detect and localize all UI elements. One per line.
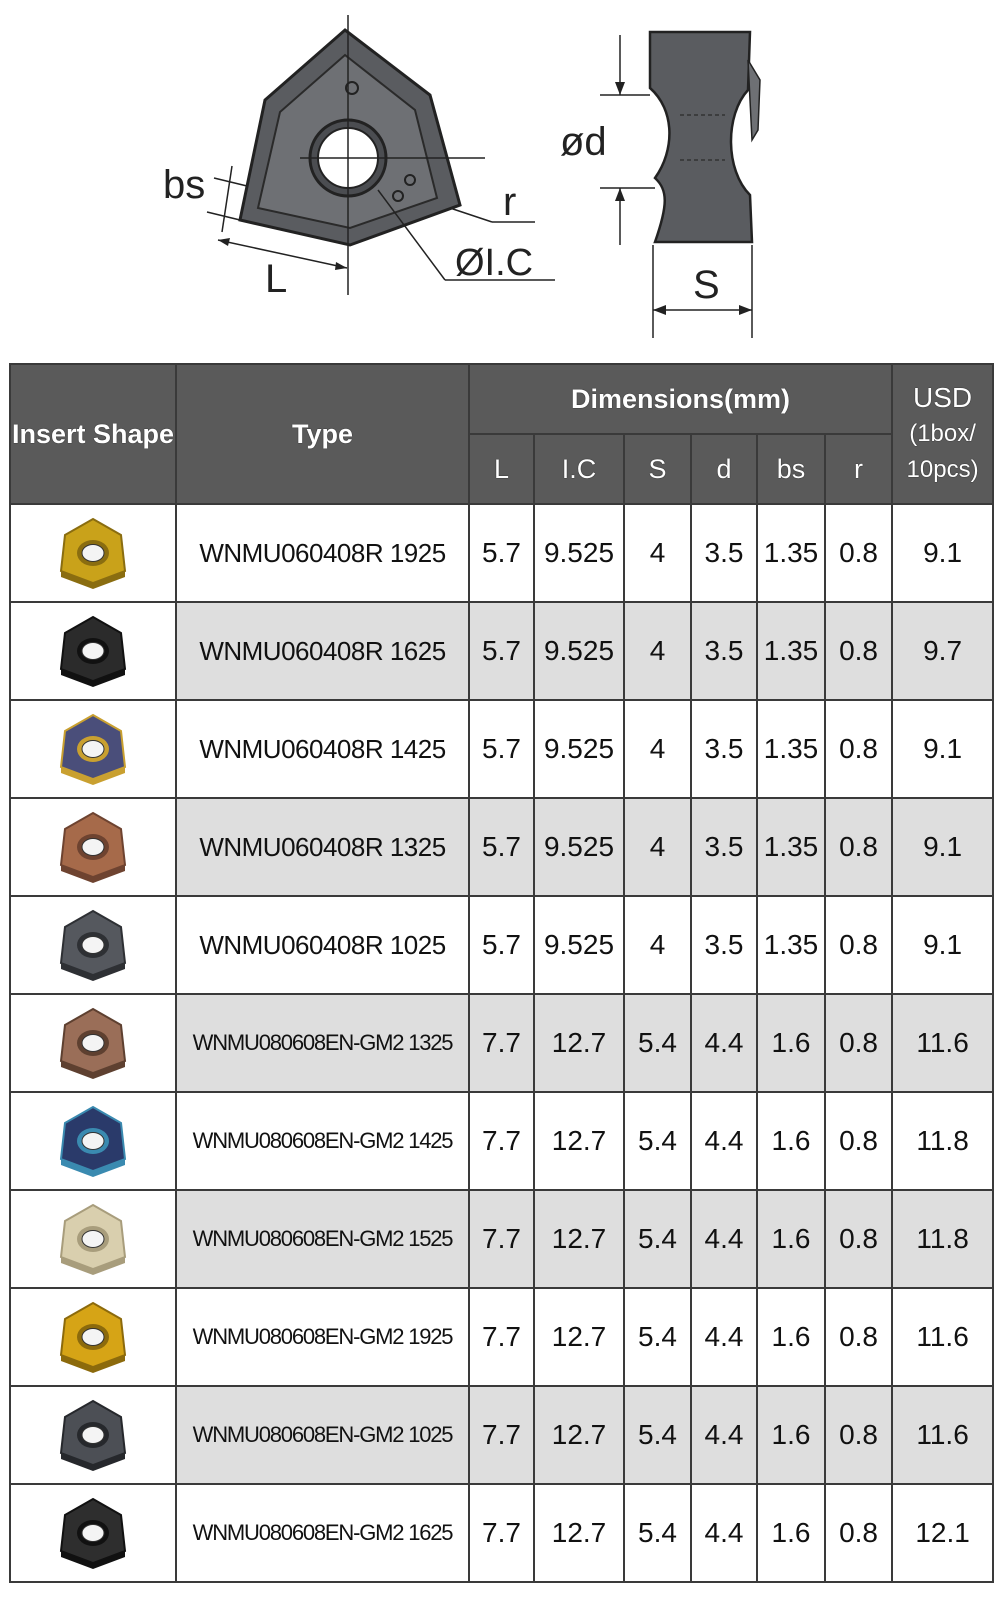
insert-shape-cell [10,994,176,1092]
header-col-r: r [825,434,892,504]
dim-d-cell: 3.5 [691,504,757,602]
dim-r-cell: 0.8 [825,1484,892,1582]
header-usd [892,364,993,504]
dim-L-cell: 7.7 [469,994,534,1092]
dim-d-cell: 4.4 [691,1190,757,1288]
dim-d-cell: 3.5 [691,798,757,896]
header-usd-line3: 10pcs) [906,456,979,483]
dim-S-cell: 5.4 [624,994,691,1092]
dim-L-cell: 5.7 [469,602,534,700]
insert-icon [53,1395,133,1475]
dim-IC-cell: 12.7 [534,1190,624,1288]
dim-r-cell: 0.8 [825,994,892,1092]
header-col-d: d [691,434,757,504]
insert-shape-cell [10,1386,176,1484]
dim-IC-cell: 12.7 [534,994,624,1092]
usd-price-cell: 11.8 [892,1092,993,1190]
table-row [10,1092,993,1190]
dim-d-cell: 3.5 [691,700,757,798]
table-row [10,994,993,1092]
dim-S-cell: 4 [624,504,691,602]
insert-icon [53,1199,133,1279]
insert-icon [53,1297,133,1377]
table-row [10,700,993,798]
table-row [10,1484,993,1582]
dim-bs-cell: 1.6 [757,1092,825,1190]
dim-d-cell: 4.4 [691,1288,757,1386]
dim-L-cell: 7.7 [469,1386,534,1484]
usd-price-cell: 9.1 [892,700,993,798]
spec-table [9,363,994,1583]
dim-d-cell: 3.5 [691,896,757,994]
insert-shape-cell [10,1484,176,1582]
dim-S-cell: 5.4 [624,1386,691,1484]
insert-shape-cell [10,798,176,896]
label-L: L [265,257,288,301]
usd-price-cell: 9.7 [892,602,993,700]
type-cell: WNMU060408R 1425 [176,700,469,798]
table-row [10,896,993,994]
dim-S-cell: 4 [624,896,691,994]
insert-shape-cell [10,602,176,700]
header-insert-shape: Insert Shape [10,364,176,504]
dim-bs-cell: 1.35 [757,504,825,602]
insert-icon [53,513,133,593]
usd-price-cell: 11.6 [892,994,993,1092]
insert-icon [53,1003,133,1083]
type-cell: WNMU060408R 1625 [176,602,469,700]
dim-d-cell: 4.4 [691,1484,757,1582]
dim-bs-cell: 1.35 [757,602,825,700]
insert-side-view [600,32,760,338]
label-ic: ØI.C [455,242,534,284]
usd-price-cell: 12.1 [892,1484,993,1582]
usd-price-cell: 11.6 [892,1288,993,1386]
header-col-IC: I.C [534,434,624,504]
header-usd-line1: USD [913,382,973,413]
insert-shape-cell [10,1190,176,1288]
dim-bs-cell: 1.35 [757,798,825,896]
dim-bs-cell: 1.35 [757,700,825,798]
type-cell: WNMU060408R 1925 [176,504,469,602]
dim-bs-cell: 1.6 [757,994,825,1092]
type-cell: WNMU080608EN-GM2 1025 [176,1386,469,1484]
dim-r-cell: 0.8 [825,1386,892,1484]
dim-bs-cell: 1.6 [757,1386,825,1484]
dim-r-cell: 0.8 [825,798,892,896]
header-type: Type [176,364,469,504]
dim-d-cell: 4.4 [691,994,757,1092]
insert-shape-cell [10,504,176,602]
dim-d-cell: 3.5 [691,602,757,700]
dim-r-cell: 0.8 [825,1288,892,1386]
usd-price-cell: 9.1 [892,896,993,994]
type-cell: WNMU060408R 1025 [176,896,469,994]
insert-shape-cell [10,1288,176,1386]
label-bs: bs [163,163,206,207]
dim-r-cell: 0.8 [825,1092,892,1190]
insert-icon [53,1493,133,1573]
insert-icon [53,905,133,985]
table-header-row [10,364,993,434]
header-dimensions: Dimensions(mm) [469,364,892,434]
dim-IC-cell: 9.525 [534,700,624,798]
dim-S-cell: 5.4 [624,1288,691,1386]
usd-price-cell: 11.6 [892,1386,993,1484]
type-cell: WNMU080608EN-GM2 1625 [176,1484,469,1582]
header-col-S: S [624,434,691,504]
dim-IC-cell: 9.525 [534,896,624,994]
insert-dimension-diagram [0,0,1000,350]
header-usd-line2: (1box/ [909,420,976,447]
insert-shape-cell [10,1092,176,1190]
dim-S-cell: 5.4 [624,1484,691,1582]
type-cell: WNMU080608EN-GM2 1425 [176,1092,469,1190]
dim-IC-cell: 9.525 [534,504,624,602]
dim-S-cell: 5.4 [624,1190,691,1288]
dim-S-cell: 4 [624,700,691,798]
dim-r-cell: 0.8 [825,896,892,994]
label-r: r [503,180,517,224]
table-row [10,1190,993,1288]
table-row [10,1386,993,1484]
insert-shape-cell [10,700,176,798]
label-d: ød [560,120,607,164]
dim-L-cell: 7.7 [469,1092,534,1190]
dim-bs-cell: 1.6 [757,1484,825,1582]
dim-IC-cell: 12.7 [534,1386,624,1484]
dim-IC-cell: 12.7 [534,1092,624,1190]
usd-price-cell: 11.8 [892,1190,993,1288]
dim-bs-cell: 1.6 [757,1190,825,1288]
table-row [10,602,993,700]
table-body [10,504,993,1582]
dim-S-cell: 4 [624,798,691,896]
dim-d-cell: 4.4 [691,1092,757,1190]
dim-r-cell: 0.8 [825,504,892,602]
dim-r-cell: 0.8 [825,602,892,700]
table-row [10,798,993,896]
dim-L-cell: 5.7 [469,504,534,602]
label-S: S [693,263,720,307]
type-cell: WNMU060408R 1325 [176,798,469,896]
insert-icon [53,709,133,789]
dim-bs-cell: 1.35 [757,896,825,994]
header-col-bs: bs [757,434,825,504]
dim-S-cell: 4 [624,602,691,700]
insert-icon [53,1101,133,1181]
dim-r-cell: 0.8 [825,1190,892,1288]
insert-icon [53,807,133,887]
table-row [10,1288,993,1386]
usd-price-cell: 9.1 [892,504,993,602]
dim-IC-cell: 9.525 [534,798,624,896]
usd-price-cell: 9.1 [892,798,993,896]
dim-IC-cell: 9.525 [534,602,624,700]
dim-IC-cell: 12.7 [534,1484,624,1582]
dim-L-cell: 5.7 [469,700,534,798]
header-col-L: L [469,434,534,504]
dim-IC-cell: 12.7 [534,1288,624,1386]
dim-S-cell: 5.4 [624,1092,691,1190]
type-cell: WNMU080608EN-GM2 1525 [176,1190,469,1288]
type-cell: WNMU080608EN-GM2 1325 [176,994,469,1092]
dim-L-cell: 5.7 [469,896,534,994]
dim-L-cell: 5.7 [469,798,534,896]
dim-L-cell: 7.7 [469,1288,534,1386]
insert-icon [53,611,133,691]
type-cell: WNMU080608EN-GM2 1925 [176,1288,469,1386]
dim-bs-cell: 1.6 [757,1288,825,1386]
dim-d-cell: 4.4 [691,1386,757,1484]
dim-r-cell: 0.8 [825,700,892,798]
table-row [10,504,993,602]
dim-L-cell: 7.7 [469,1484,534,1582]
insert-shape-cell [10,896,176,994]
dim-L-cell: 7.7 [469,1190,534,1288]
